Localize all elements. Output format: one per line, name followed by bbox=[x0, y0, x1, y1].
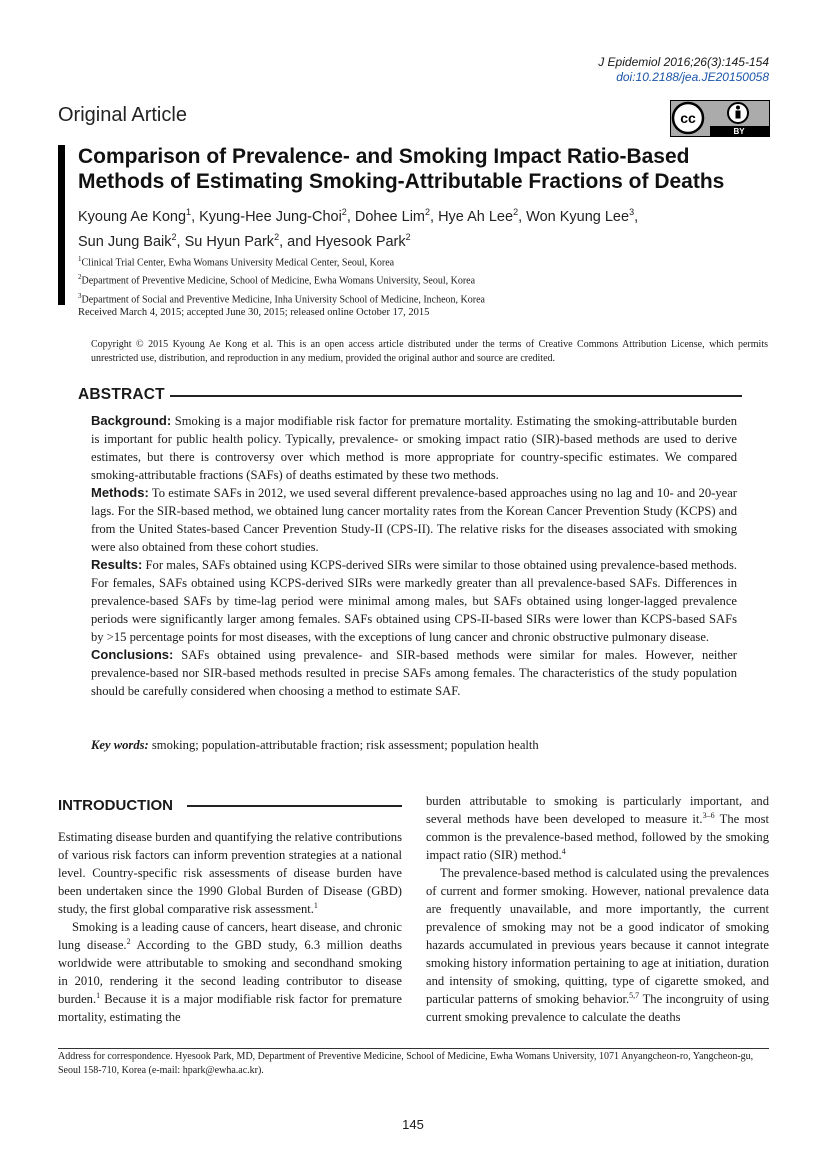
page-number: 145 bbox=[402, 1117, 424, 1132]
journal-reference bbox=[598, 55, 769, 85]
author: Kyung-Hee Jung-Choi$^2$ bbox=[199, 207, 347, 225]
creative-commons-by-icon[interactable] bbox=[670, 100, 770, 137]
keywords bbox=[91, 737, 741, 753]
abstract-methods: Methods: To estimate SAFs in 2012, we used several different prevalence-based approaches using no lag and 10- and 20-year lags. For the SIR-based method, we obtained lung cancer mortality rates from the Korean Cancer Prevention Study (KCPS) and from the United States-based Cancer Prevention Study-II (CPS-II). The relative risks for the diseases associated with smoking were also obtained from these cohort studies. bbox=[91, 485, 737, 554]
citation[interactable]: 5,7 bbox=[629, 990, 640, 1000]
by-icon-text: BY bbox=[733, 127, 745, 136]
article-dates: Received March 4, 2015; accepted June 30, 2015; released online October 17, 2015 bbox=[78, 307, 430, 318]
introduction-rule bbox=[187, 805, 402, 807]
paragraph: burden attributable to smoking is particularly important, and several methods have been developed to measure it.$^{3-6}$ The most common is the prevalence-based method, followed by the smoking impact ratio (SIR) method.$^4$ bbox=[426, 794, 769, 862]
abstract-heading: ABSTRACT bbox=[78, 386, 165, 403]
article-type: Original Article bbox=[58, 104, 187, 126]
author: Su Hyun Park$^2$ bbox=[184, 231, 280, 250]
affiliation: $^2$Department of Preventive Medicine, School of Medicine, Ewha Womans University, Seoul, Korea bbox=[78, 273, 476, 287]
paragraph: Estimating disease burden and quantifying the relative contributions of various risk factors can inform prevention strategies at a national level. Country-specific risk assessments of disease burden have been undertaken since the 1990 Global Burden of Disease (GBD) study, the first global comparative risk assessment.$^1$ bbox=[58, 830, 402, 916]
affiliation-list bbox=[78, 252, 768, 307]
title-accent-bar bbox=[58, 145, 65, 305]
affiliation: $^3$Department of Social and Preventive Medicine, Inha University School of Medicine, Incheon, Korea bbox=[78, 291, 485, 305]
correspondence-footnote: Address for correspondence. Hyesook Park, MD, Department of Preventive Medicine, School of Medicine, Ewha Womans University, 1071 Anyangcheon-ro, Yangcheon-gu, Seoul 158-710, Korea (e-mail: hpark@ewha.ac.kr). bbox=[58, 1051, 754, 1076]
abstract-body bbox=[91, 412, 737, 700]
author: Dohee Lim$^2$ bbox=[354, 207, 431, 225]
body-column-left bbox=[58, 828, 402, 1026]
journal-citation: J Epidemiol 2016;26(3):145-154 bbox=[598, 55, 769, 69]
citation[interactable]: 3–6 bbox=[702, 810, 715, 820]
abstract-conclusions: Conclusions: SAFs obtained using prevalence- and SIR-based methods were similar for males. However, neither prevalence-based nor SIR-based methods resulted in precise SAFs among females. The characteristics of the study population should be carefully considered when choosing a method to estimate SAF. bbox=[91, 647, 737, 698]
paragraph: The prevalence-based method is calculated using the prevalences of current and former smoking. However, national prevalence data are frequently unavailable, and more importantly, the current prevalence of smoking may not be a good indicator of smoking hazards accumulated in previous years because it cannot integrate smoking history information pertaining to age at initiation, duration and intensity of smoking, quitting, type of cigarette smoked, and particular patterns of smoking behavior.$^{5,7}$ The incongruity of using current smoking prevalence to calculate the deaths bbox=[426, 866, 769, 1024]
keywords-label: Key words: bbox=[91, 738, 149, 752]
abstract-rule bbox=[170, 395, 742, 397]
doi-link[interactable]: doi:10.2188/jea.JE20150058 bbox=[616, 70, 769, 84]
affiliation: $^1$Clinical Trial Center, Ewha Womans University Medical Center, Seoul, Korea bbox=[78, 255, 395, 269]
article-title: Comparison of Prevalence- and Smoking Impact Ratio-Based Methods of Estimating Smoking-Attributable Fractions of Deaths bbox=[78, 145, 725, 193]
abstract-results: Results: For males, SAFs obtained using KCPS-derived SIRs were similar to those obtained using prevalence-based methods. For females, SAFs obtained using KCPS-derived SIRs were markedly greater than all prevalence-based SAFs. Differences in prevalence-based SAFs by time-lag period were minimal among males, but SAFs obtained using longer-lagged prevalence periods were significantly larger among females. SAFs obtained using CPS-II-based SIRs were lower than KCPS-based SAFs by >15 percentage points for most diseases, with the exceptions of lung cancer and chronic obstructive pulmonary disease. bbox=[91, 557, 737, 644]
citation[interactable]: 1 bbox=[96, 990, 101, 1000]
citation[interactable]: 1 bbox=[313, 900, 318, 910]
author: Hye Ah Lee$^2$ bbox=[438, 207, 519, 225]
author-list: Kyoung Ae Kong$^1$, Kyung-Hee Jung-Choi$^2$, Dohee Lim$^2$, Hye Ah Lee$^2$, Won Kyung Lee$^3$, Sun Jung Baik$^2$, Su Hyun Park$^2$, and Hyesook Park$^2$ bbox=[78, 207, 639, 250]
citation[interactable]: 2 bbox=[126, 936, 131, 946]
abstract-background: Background: Smoking is a major modifiable risk factor for premature mortality. Estimating the smoking-attributable burden is important for public health policy. Typically, prevalence- or smoking impact ratio (SIR)-based methods are used to derive estimates, but there is controversy over which method is more appropriate for country-specific estimates. We compared smoking-attributable fractions (SAFs) of deaths estimated by these two methods. bbox=[91, 413, 737, 482]
cc-icon-text: cc bbox=[680, 110, 696, 126]
author: Sun Jung Baik$^2$ bbox=[78, 231, 177, 250]
citation[interactable]: 4 bbox=[561, 846, 566, 856]
paragraph: Smoking is a leading cause of cancers, heart disease, and chronic lung disease.$^2$ According to the GBD study, 6.3 million deaths worldwide were attributable to smoking and secondhand smoking in 2010, rendering it the second leading contributor to disease burden.$^1$ Because it is a major modifiable risk factor for premature mortality, estimating the bbox=[58, 920, 403, 1024]
footnote-rule bbox=[58, 1048, 769, 1049]
author: Kyoung Ae Kong$^1$ bbox=[78, 207, 192, 225]
introduction-heading: INTRODUCTION bbox=[58, 797, 173, 814]
author: Hyesook Park$^2$ bbox=[315, 231, 411, 250]
body-column-right bbox=[426, 792, 769, 1026]
keywords-list: smoking; population-attributable fraction; risk assessment; population health bbox=[151, 738, 539, 752]
author: Won Kyung Lee$^3$ bbox=[526, 207, 635, 225]
copyright-notice: Copyright © 2015 Kyoung Ae Kong et al. This is an open access article distributed under the terms of Creative Commons Attribution License, which permits unrestricted use, distribution, and reproduction in any medium, provided the original author and source are credited. bbox=[91, 339, 768, 364]
